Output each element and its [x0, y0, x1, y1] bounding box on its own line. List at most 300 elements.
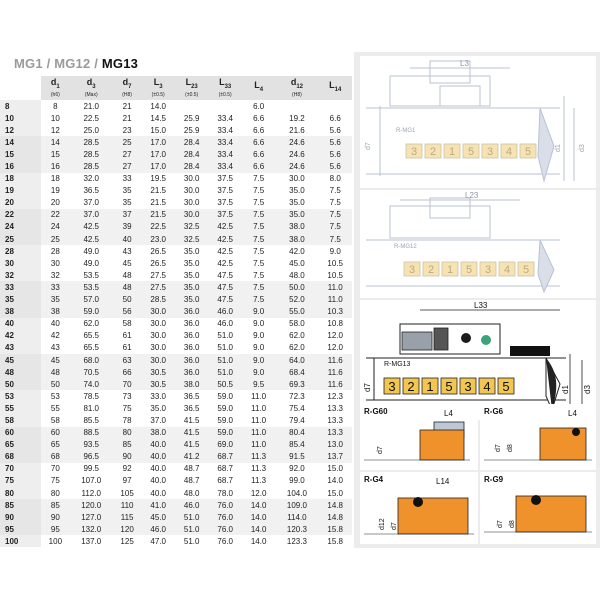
- value-cell: 10.5: [327, 270, 343, 280]
- value-cell: 37.5: [217, 186, 233, 196]
- value-cell: 10.3: [318, 306, 352, 318]
- size-cell: 40: [0, 318, 41, 330]
- value-cell: 32.5: [175, 233, 208, 245]
- value-cell: 9.5: [242, 378, 275, 390]
- value-cell: 62.0: [83, 319, 100, 329]
- value-cell: 36.0: [183, 343, 200, 353]
- value-cell: 21.6: [289, 125, 305, 135]
- value-cell: 11.6: [318, 354, 352, 366]
- value-cell: 75: [122, 403, 132, 413]
- value-cell: 37.0: [83, 198, 100, 208]
- value-cell: 120.0: [70, 499, 113, 511]
- part-number: 3: [410, 146, 418, 158]
- title-separator: /: [90, 56, 102, 71]
- value-cell: 45: [122, 258, 132, 268]
- value-cell: 30.0: [183, 198, 200, 208]
- column-subscript: 1: [56, 83, 60, 90]
- value-cell: 42: [50, 331, 60, 341]
- drawing-mg13-panel: [360, 300, 596, 420]
- column-header: [113, 76, 142, 100]
- mg13-parts: [384, 378, 514, 394]
- value-cell: 66: [113, 366, 142, 378]
- value-cell: 120.3: [275, 523, 318, 535]
- value-cell: 24: [41, 221, 70, 233]
- value-cell: 11.3: [242, 451, 275, 463]
- value-cell: 30.0: [150, 343, 166, 353]
- value-cell: 48.7: [183, 476, 200, 486]
- value-cell: 53: [50, 391, 60, 401]
- value-cell: 59.0: [217, 415, 233, 425]
- value-cell: 115: [113, 511, 142, 523]
- value-cell: 104.0: [286, 488, 307, 498]
- size-cell: 10: [0, 112, 41, 124]
- value-cell: 19.2: [289, 113, 305, 123]
- dimension-table: [0, 76, 352, 547]
- value-cell: 8: [53, 101, 58, 111]
- size-cell: 12: [0, 124, 41, 136]
- size-cell: 90: [0, 511, 41, 523]
- value-cell: 22.5: [83, 113, 100, 123]
- size-cell: 16: [0, 160, 41, 172]
- value-cell: 33.4: [217, 113, 233, 123]
- table-row: [0, 318, 352, 330]
- size-cell: 25: [0, 233, 41, 245]
- value-cell: 36.0: [175, 354, 208, 366]
- size-cell: 43: [0, 342, 41, 354]
- mg13-d7-label: d7: [363, 383, 372, 392]
- value-cell: 109.0: [275, 499, 318, 511]
- value-cell: 33.4: [208, 148, 241, 160]
- value-cell: 27: [113, 160, 142, 172]
- value-cell: 25.9: [183, 113, 200, 123]
- value-cell: 30.5: [141, 378, 174, 390]
- part-number: 3: [408, 264, 416, 276]
- value-cell: 37.0: [70, 209, 113, 221]
- part-number: 3: [486, 146, 494, 158]
- value-cell: 20: [50, 198, 60, 208]
- value-cell: 14.0: [150, 101, 166, 111]
- value-cell: 74.0: [70, 378, 113, 390]
- mg12-dim-label: L23: [465, 191, 479, 200]
- part-number: 5: [522, 264, 530, 276]
- value-cell: 73: [122, 391, 132, 401]
- size-cell: 15: [0, 148, 41, 160]
- mg12-parts: [404, 262, 534, 276]
- value-cell: 110: [113, 499, 142, 511]
- value-cell: 51.0: [175, 511, 208, 523]
- table-row: [0, 124, 352, 136]
- table-row: [0, 233, 352, 245]
- value-cell: 23.0: [141, 233, 174, 245]
- value-cell: 35: [122, 198, 132, 208]
- column-subscript: 12: [296, 83, 303, 90]
- value-cell: 114.0: [275, 511, 318, 523]
- value-cell: 80: [50, 488, 60, 498]
- mg13-d1-label: d1: [561, 385, 570, 394]
- value-cell: 15.0: [327, 464, 343, 474]
- value-cell: 6.6: [329, 113, 341, 123]
- value-cell: 5.6: [318, 160, 352, 172]
- value-cell: 125: [120, 536, 134, 546]
- value-cell: 33: [122, 174, 132, 184]
- value-cell: 38.0: [275, 221, 318, 233]
- value-cell: 50: [41, 378, 70, 390]
- value-cell: 16: [41, 160, 70, 172]
- seat-r-g6-dim: L4: [568, 409, 577, 418]
- value-cell: 105: [120, 488, 134, 498]
- value-cell: [175, 100, 208, 112]
- value-cell: 26.5: [150, 246, 166, 256]
- value-cell: 90: [113, 451, 142, 463]
- table-row: [0, 427, 352, 439]
- value-cell: [208, 100, 241, 112]
- table-row: [0, 414, 352, 426]
- drawing-mg12-panel: [360, 190, 596, 298]
- value-cell: 41.5: [175, 427, 208, 439]
- value-cell: 27.5: [141, 281, 174, 293]
- value-cell: 30.0: [183, 174, 200, 184]
- value-cell: 42.5: [208, 221, 241, 233]
- value-cell: 24.6: [275, 136, 318, 148]
- column-header: [141, 76, 174, 100]
- value-cell: 40.0: [150, 476, 166, 486]
- column-symbol: d: [290, 77, 297, 88]
- value-cell: 38.0: [275, 233, 318, 245]
- part-number: 4: [505, 146, 513, 158]
- value-cell: 35: [122, 186, 132, 196]
- size-cell: 58: [0, 414, 41, 426]
- mg13-dim-label: L33: [474, 301, 488, 310]
- value-cell: 7.5: [253, 198, 265, 208]
- value-cell: 11.0: [242, 427, 275, 439]
- value-cell: 75: [50, 476, 60, 486]
- value-cell: 25.9: [183, 125, 200, 135]
- value-cell: 46.0: [208, 306, 241, 318]
- value-cell: 35.0: [289, 186, 305, 196]
- seat-r-g6-drawing: [480, 404, 596, 470]
- value-cell: 78.5: [83, 391, 100, 401]
- mg1-d3-label: d3: [579, 144, 586, 152]
- size-cell: 28: [0, 245, 41, 257]
- column-subscript: 4: [259, 86, 264, 93]
- column-subscript: 3: [159, 83, 163, 90]
- value-cell: 50: [113, 294, 142, 306]
- value-cell: 35.0: [175, 281, 208, 293]
- value-cell: 12.0: [327, 343, 343, 353]
- mg13-d3-label: d3: [583, 385, 592, 394]
- value-cell: 25.0: [83, 125, 100, 135]
- value-cell: 58.0: [289, 319, 305, 329]
- column-subscript: 3: [92, 83, 96, 90]
- value-cell: 40.0: [141, 451, 174, 463]
- table-row: [0, 100, 352, 112]
- value-cell: 69.3: [275, 378, 318, 390]
- size-cell: 38: [0, 306, 41, 318]
- value-cell: 33.4: [217, 125, 233, 135]
- table-row: [0, 451, 352, 463]
- value-cell: 70: [50, 464, 60, 474]
- seat-r-g6-d7: d7: [495, 444, 502, 452]
- value-cell: 5.6: [318, 148, 352, 160]
- column-symbol: L: [329, 80, 335, 91]
- value-cell: 76.0: [208, 511, 241, 523]
- value-cell: 12.3: [327, 391, 343, 401]
- value-cell: 15.0: [150, 125, 166, 135]
- value-cell: 40.0: [150, 464, 166, 474]
- value-cell: 47.5: [208, 281, 241, 293]
- value-cell: 92.0: [289, 464, 305, 474]
- table-row: [0, 294, 352, 306]
- value-cell: 50.5: [208, 378, 241, 390]
- seat-r-g6-name: R-G6: [484, 407, 504, 416]
- table-row: [0, 245, 352, 257]
- column-tolerance: (H8): [122, 91, 132, 98]
- column-tolerance: (Max): [84, 91, 98, 98]
- value-cell: 72.3: [289, 391, 305, 401]
- size-cell: 45: [0, 354, 41, 366]
- mg1-d7-label: d7: [365, 142, 372, 150]
- value-cell: 59.0: [208, 427, 241, 439]
- size-cell: 50: [0, 378, 41, 390]
- value-cell: 30.5: [141, 366, 174, 378]
- value-cell: 36.0: [175, 366, 208, 378]
- value-cell: 13.3: [318, 427, 352, 439]
- column-subscript: 14: [334, 86, 342, 93]
- value-cell: 27: [113, 148, 142, 160]
- value-cell: 15.0: [327, 488, 343, 498]
- value-cell: 35.0: [289, 198, 305, 208]
- value-cell: 51.0: [183, 536, 200, 546]
- table-row: [0, 487, 352, 499]
- value-cell: 7.5: [329, 198, 341, 208]
- value-cell: 93.5: [70, 439, 113, 451]
- value-cell: 40.0: [150, 488, 166, 498]
- seat-r-g4-d7: d7: [391, 522, 398, 530]
- table-row: [0, 269, 352, 281]
- value-cell: 35.0: [183, 270, 200, 280]
- column-symbol: L: [219, 77, 225, 88]
- value-cell: 99.5: [83, 464, 100, 474]
- table-row: [0, 535, 352, 547]
- mg1-parts: [406, 144, 536, 158]
- table-row: [0, 378, 352, 390]
- value-cell: 56: [113, 306, 142, 318]
- value-cell: 48.7: [183, 464, 200, 474]
- value-cell: 13.3: [327, 415, 343, 425]
- value-cell: 47.0: [150, 536, 166, 546]
- value-cell: 21.5: [150, 198, 166, 208]
- value-cell: 39: [113, 221, 142, 233]
- value-cell: 19: [50, 186, 60, 196]
- column-tolerance: (H8): [292, 91, 302, 98]
- value-cell: 35.0: [183, 258, 200, 268]
- size-cell: 80: [0, 487, 41, 499]
- table-row: [0, 511, 352, 523]
- value-cell: 30.0: [289, 174, 305, 184]
- value-cell: 15: [41, 148, 70, 160]
- value-cell: 132.0: [70, 523, 113, 535]
- column-tolerance: (±0.5): [218, 91, 232, 98]
- value-cell: 17.0: [141, 160, 174, 172]
- value-cell: 9.0: [242, 354, 275, 366]
- spec-table-section: [0, 52, 352, 548]
- size-cell: 33: [0, 281, 41, 293]
- value-cell: 35.0: [150, 403, 166, 413]
- value-cell: 48.0: [289, 270, 305, 280]
- value-cell: 17.0: [141, 136, 174, 148]
- value-cell: 51.0: [208, 366, 241, 378]
- value-cell: 81.0: [83, 403, 100, 413]
- value-cell: 45: [41, 354, 70, 366]
- value-cell: 42.0: [289, 246, 305, 256]
- seat-r-g4-dim: L14: [436, 477, 450, 486]
- value-cell: 127.0: [70, 511, 113, 523]
- value-cell: 37.5: [217, 198, 233, 208]
- column-tolerance: (h6): [50, 91, 60, 98]
- value-cell: 92: [122, 464, 132, 474]
- value-cell: 7.5: [253, 246, 265, 256]
- value-cell: 9.0: [253, 319, 265, 329]
- value-cell: 22.5: [141, 221, 174, 233]
- size-cell: 14: [0, 136, 41, 148]
- value-cell: 6.6: [242, 160, 275, 172]
- value-cell: 60: [41, 427, 70, 439]
- value-cell: 55.0: [275, 306, 318, 318]
- part-number: 2: [427, 264, 435, 276]
- value-cell: 95: [41, 523, 70, 535]
- value-cell: 32.0: [83, 174, 100, 184]
- mg1-d1-label: d1: [555, 144, 562, 152]
- value-cell: 7.5: [242, 294, 275, 306]
- column-subscript: 23: [191, 83, 198, 90]
- value-cell: 80.4: [275, 427, 318, 439]
- value-cell: 5.6: [318, 136, 352, 148]
- value-cell: 38.0: [141, 427, 174, 439]
- column-symbol: L: [153, 77, 160, 88]
- value-cell: 49.0: [83, 258, 100, 268]
- column-header: [41, 76, 70, 100]
- value-cell: 18: [50, 174, 60, 184]
- mg1-dim-label: L3: [460, 59, 469, 68]
- value-cell: 52.0: [275, 294, 318, 306]
- value-cell: 99.0: [289, 476, 305, 486]
- value-cell: 14.0: [242, 523, 275, 535]
- table-row: [0, 354, 352, 366]
- title-mg1: MG1: [14, 56, 43, 71]
- value-cell: 30.0: [150, 319, 166, 329]
- seat-r-g9-d8: d8: [509, 520, 516, 528]
- value-cell: 6.6: [242, 136, 275, 148]
- column-symbol: L: [254, 80, 260, 91]
- value-cell: 46.0: [141, 523, 174, 535]
- value-cell: 58: [122, 319, 132, 329]
- value-cell: 41.5: [175, 439, 208, 451]
- table-row: [0, 112, 352, 124]
- mg12-seal-drawing: [360, 190, 596, 298]
- value-cell: 11.0: [242, 439, 275, 451]
- part-number: 5: [467, 146, 475, 158]
- series-title: [14, 56, 138, 71]
- value-cell: 7.5: [318, 233, 352, 245]
- size-cell: 85: [0, 499, 41, 511]
- value-cell: 107.0: [81, 476, 102, 486]
- table-row: [0, 281, 352, 293]
- mg13-label: R-MG13: [384, 361, 411, 368]
- value-cell: 51.0: [208, 354, 241, 366]
- value-cell: 24.6: [275, 148, 318, 160]
- size-cell: 20: [0, 197, 41, 209]
- table-row: [0, 475, 352, 487]
- value-cell: 68.7: [208, 451, 241, 463]
- value-cell: 6.6: [253, 113, 265, 123]
- value-cell: 70.5: [70, 366, 113, 378]
- value-cell: 30: [50, 258, 60, 268]
- value-cell: 32: [50, 270, 60, 280]
- value-cell: 35: [41, 294, 70, 306]
- value-cell: 53.5: [83, 270, 100, 280]
- value-cell: 10.5: [327, 258, 343, 268]
- value-cell: 42.5: [70, 221, 113, 233]
- column-header: [70, 76, 113, 100]
- part-number: 3: [388, 379, 396, 394]
- seat-r-g9-d7: d7: [497, 520, 504, 528]
- table-header-row: [0, 76, 352, 100]
- value-cell: 51.0: [175, 523, 208, 535]
- value-cell: 24.6: [275, 160, 318, 172]
- value-cell: 78.0: [217, 488, 233, 498]
- seat-r-g4-d12: d12: [379, 518, 386, 530]
- value-cell: 42.5: [70, 233, 113, 245]
- table-row: [0, 257, 352, 269]
- value-cell: 12.0: [327, 331, 343, 341]
- value-cell: 30.0: [141, 354, 174, 366]
- value-cell: 21.0: [83, 101, 100, 111]
- size-cell: 19: [0, 185, 41, 197]
- value-cell: 68.4: [275, 366, 318, 378]
- value-cell: 43: [50, 343, 60, 353]
- value-cell: 28.5: [70, 148, 113, 160]
- value-cell: 10.8: [327, 319, 343, 329]
- drawings-section: [354, 52, 600, 548]
- column-symbol: L: [185, 77, 192, 88]
- value-cell: 7.5: [242, 209, 275, 221]
- column-symbol: d: [50, 77, 57, 88]
- value-cell: 76.0: [217, 536, 233, 546]
- value-cell: 33: [41, 281, 70, 293]
- value-cell: 6.0: [253, 101, 265, 111]
- value-cell: [318, 100, 352, 112]
- table-row: [0, 342, 352, 354]
- drawing-mg1-panel: [360, 56, 596, 188]
- value-cell: 65: [41, 439, 70, 451]
- seat-r-g9-drawing: [480, 472, 596, 544]
- table-row: [0, 160, 352, 172]
- size-header: [0, 76, 41, 100]
- value-cell: 40.0: [141, 439, 174, 451]
- size-cell: 22: [0, 209, 41, 221]
- value-cell: 30.0: [141, 306, 174, 318]
- value-cell: 68.7: [217, 464, 233, 474]
- value-cell: 35.0: [175, 294, 208, 306]
- value-cell: 68.0: [70, 354, 113, 366]
- table-row: [0, 185, 352, 197]
- size-cell: 24: [0, 221, 41, 233]
- value-cell: 90: [41, 511, 70, 523]
- value-cell: 17.0: [141, 148, 174, 160]
- value-cell: 21: [122, 101, 132, 111]
- size-cell: 60: [0, 427, 41, 439]
- column-header: [208, 76, 241, 100]
